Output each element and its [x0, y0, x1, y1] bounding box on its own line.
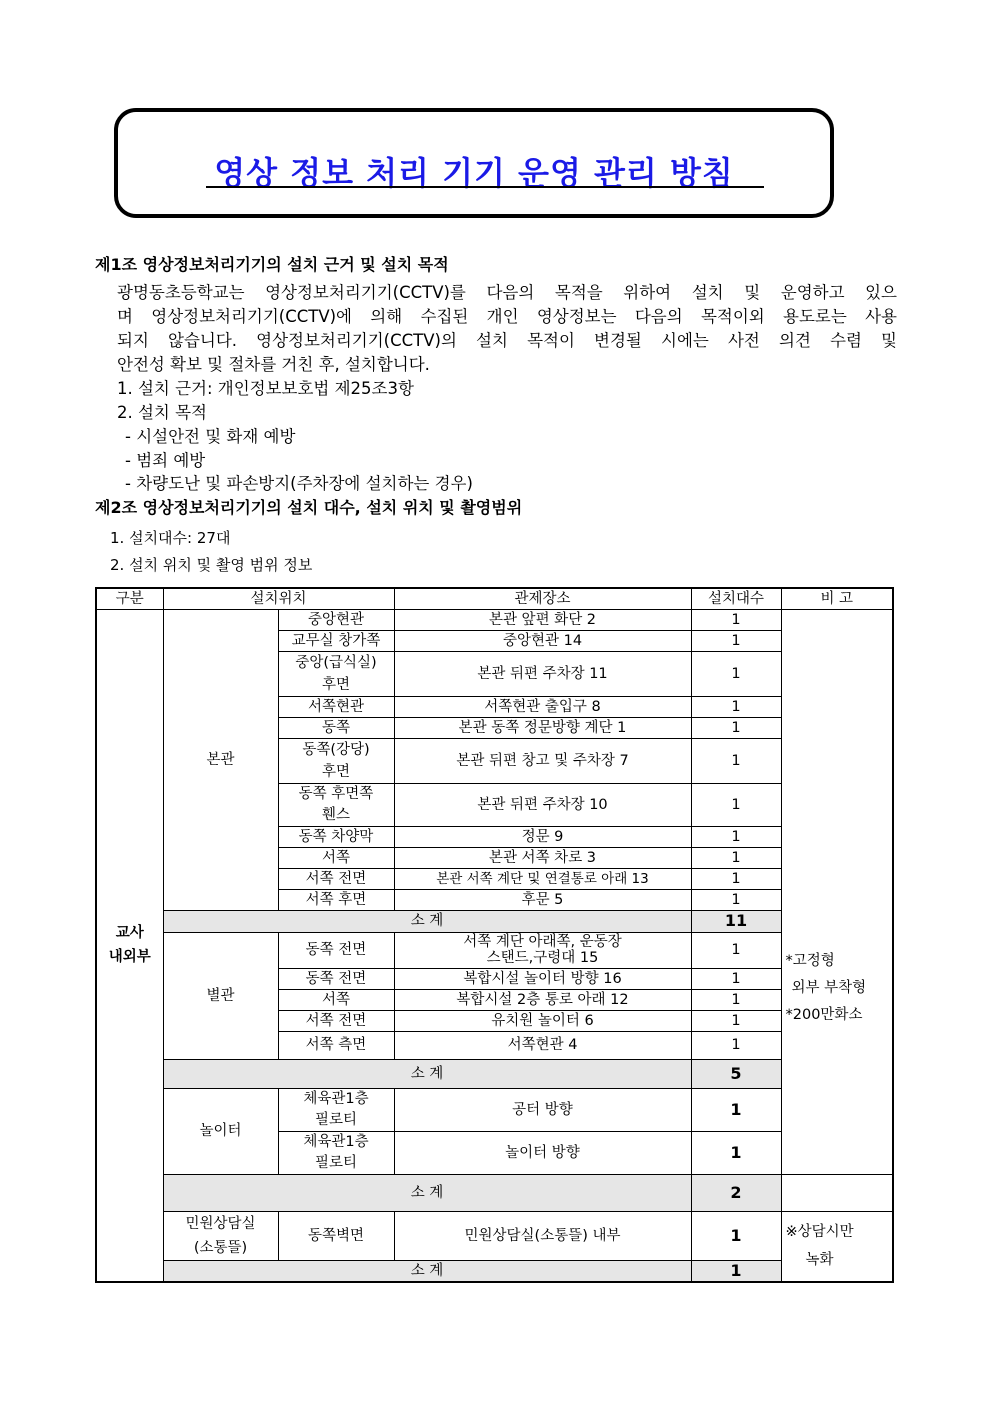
area-cell: 공터 방향	[394, 1088, 691, 1131]
subtotal-label: 소 계	[163, 1260, 691, 1282]
area-cell: 본관 동쪽 정문방향 계단 1	[394, 717, 691, 738]
table-row	[96, 1211, 893, 1260]
location-cell: 서쪽	[278, 989, 394, 1010]
area-cell: 정문 9	[394, 826, 691, 847]
subtotal-label: 소 계	[163, 1174, 691, 1211]
note-counsel-line: 녹화	[805, 1252, 834, 1269]
count-cell: 1	[691, 1088, 781, 1131]
area-cell: 중앙현관 14	[394, 630, 691, 651]
count-cell: 1	[691, 868, 781, 889]
area-cell: 본관 서쪽 차로 3	[394, 847, 691, 868]
count-cell: 1	[691, 847, 781, 868]
count-cell: 1	[691, 1131, 781, 1174]
area-cell: 놀이터 방향	[394, 1131, 691, 1174]
article1-heading: 제1조 영상정보처리기기의 설치 근거 및 설치 목적	[95, 255, 449, 274]
note-counsel-line: ※상담시만	[785, 1224, 854, 1241]
header-location: 설치위치	[163, 588, 394, 609]
note-main-line: *고정형	[785, 953, 835, 969]
location-cell: 서쪽현관	[278, 696, 394, 717]
area-cell: 본관 앞편 화단 2	[394, 609, 691, 630]
area-cell: 복합시설 놀이터 방향 16	[394, 968, 691, 989]
article1-sub2: - 범죄 예방	[125, 451, 206, 470]
location-cell: 교무실 창가쪽	[278, 630, 394, 651]
table-row	[96, 609, 893, 630]
article2-item2: 2. 설치 위치 및 촬영 범위 정보	[110, 556, 313, 574]
group-annex-name: 별관	[163, 932, 278, 1059]
note-spacer	[786, 754, 891, 948]
article1-para-line: 되지 않습니다. 영상정보처리기기(CCTV)의 설치 목적이 변경될 시에는 사전 의견 수렴 및	[117, 331, 897, 350]
count-cell: 1	[691, 889, 781, 910]
location-cell: 동쪽 후면쪽 휀스	[278, 783, 394, 826]
count-cell: 1	[691, 630, 781, 651]
count-cell: 1	[691, 609, 781, 630]
subtotal-row	[96, 1059, 893, 1088]
category-cell: 교사 내외부	[96, 609, 163, 1282]
count-cell: 1	[691, 826, 781, 847]
subtotal-label: 소 계	[163, 910, 691, 932]
area-cell: 본관 뒤편 창고 및 주차장 7	[394, 738, 691, 783]
table-row	[96, 932, 893, 968]
count-cell: 1	[691, 696, 781, 717]
group-main-name: 본관	[163, 609, 278, 910]
count-cell: 1	[691, 968, 781, 989]
count-cell: 1	[691, 989, 781, 1010]
area-cell: 복합시설 2층 통로 아래 12	[394, 989, 691, 1010]
article2-heading: 제2조 영상정보처리기기의 설치 대수, 설치 위치 및 촬영범위	[95, 498, 523, 517]
location-cell: 체육관1층 필로티	[278, 1088, 394, 1131]
note-main-line: *200만화소	[785, 1007, 863, 1023]
count-cell: 1	[691, 1211, 781, 1260]
header-note: 비 고	[781, 588, 893, 609]
article1-item2: 2. 설치 목적	[117, 403, 207, 422]
article1-sub1: - 시설안전 및 화재 예방	[125, 427, 296, 446]
note-counsel-cell	[781, 1211, 893, 1282]
area-cell: 민원상담실(소통뜰) 내부	[394, 1211, 691, 1260]
area-cell: 본관 뒤편 주차장 10	[394, 783, 691, 826]
subtotal-count: 11	[691, 910, 781, 932]
location-cell: 동쪽벽면	[278, 1211, 394, 1260]
location-cell: 중앙현관	[278, 609, 394, 630]
article1-para-line: 며 영상정보처리기기(CCTV)에 의해 수집된 개인 영상정보는 다음의 목적이외 용도로는 사용	[117, 307, 897, 326]
group-counsel-name: 민원상담실 (소통뜰)	[163, 1211, 278, 1260]
group-playground-name: 놀이터	[163, 1088, 278, 1174]
location-cell: 서쪽	[278, 847, 394, 868]
area-cell: 후문 5	[394, 889, 691, 910]
subtotal-row	[96, 910, 893, 932]
location-cell: 동쪽	[278, 717, 394, 738]
location-cell: 서쪽 전면	[278, 868, 394, 889]
location-cell: 동쪽(강당) 후면	[278, 738, 394, 783]
article1-para-line: 안전성 확보 및 절차를 거친 후, 설치합니다.	[117, 355, 430, 374]
count-cell: 1	[691, 932, 781, 968]
location-cell: 동쪽 차양막	[278, 826, 394, 847]
area-cell: 서쪽 계단 아래쪽, 운동장 스탠드,구령대 15	[394, 932, 691, 968]
article1-para-line: 광명동초등학교는 영상정보처리기기(CCTV)를 다음의 목적을 위하여 설치 및 운영하고 있으	[117, 283, 897, 302]
location-cell: 서쪽 후면	[278, 889, 394, 910]
area-cell: 서쪽현관 4	[394, 1031, 691, 1059]
location-cell: 서쪽 측면	[278, 1031, 394, 1059]
article1-item1: 1. 설치 근거: 개인정보보호법 제25조3항	[117, 379, 414, 398]
subtotal-row	[96, 1174, 893, 1211]
subtotal-row	[96, 1260, 893, 1282]
location-cell: 중앙(급식실) 후면	[278, 651, 394, 696]
article1-sub3: - 차량도난 및 파손방지(주차장에 설치하는 경우)	[125, 474, 473, 493]
location-cell: 체육관1층 필로티	[278, 1131, 394, 1174]
document-title: 영상 정보 처리 기기 운영 관리 방침	[214, 154, 734, 192]
header-area: 관제장소	[394, 588, 691, 609]
count-cell: 1	[691, 738, 781, 783]
count-cell: 1	[691, 1010, 781, 1031]
subtotal-label: 소 계	[163, 1059, 691, 1088]
count-cell: 1	[691, 783, 781, 826]
title-box	[114, 108, 834, 218]
count-cell: 1	[691, 651, 781, 696]
location-cell: 동쪽 전면	[278, 932, 394, 968]
area-cell: 서쪽현관 출입구 8	[394, 696, 691, 717]
table-row	[96, 1088, 893, 1131]
location-cell: 서쪽 전면	[278, 1010, 394, 1031]
subtotal-count: 1	[691, 1260, 781, 1282]
location-cell: 동쪽 전면	[278, 968, 394, 989]
count-cell: 1	[691, 1031, 781, 1059]
table-header-row	[96, 588, 893, 609]
subtotal-count: 5	[691, 1059, 781, 1088]
header-category: 구분	[96, 588, 163, 609]
header-count: 설치대수	[691, 588, 781, 609]
count-cell: 1	[691, 717, 781, 738]
area-cell: 유치원 놀이터 6	[394, 1010, 691, 1031]
note-main-line: 외부 부착형	[791, 980, 867, 996]
cctv-table	[95, 587, 894, 1283]
subtotal-count: 2	[691, 1174, 781, 1211]
note-main-cell	[781, 609, 893, 1174]
area-cell: 본관 뒤편 주차장 11	[394, 651, 691, 696]
title-underline	[206, 186, 764, 188]
article2-item1: 1. 설치대수: 27대	[110, 529, 231, 547]
area-cell: 본관 서쪽 계단 및 연결통로 아래 13	[394, 868, 691, 889]
